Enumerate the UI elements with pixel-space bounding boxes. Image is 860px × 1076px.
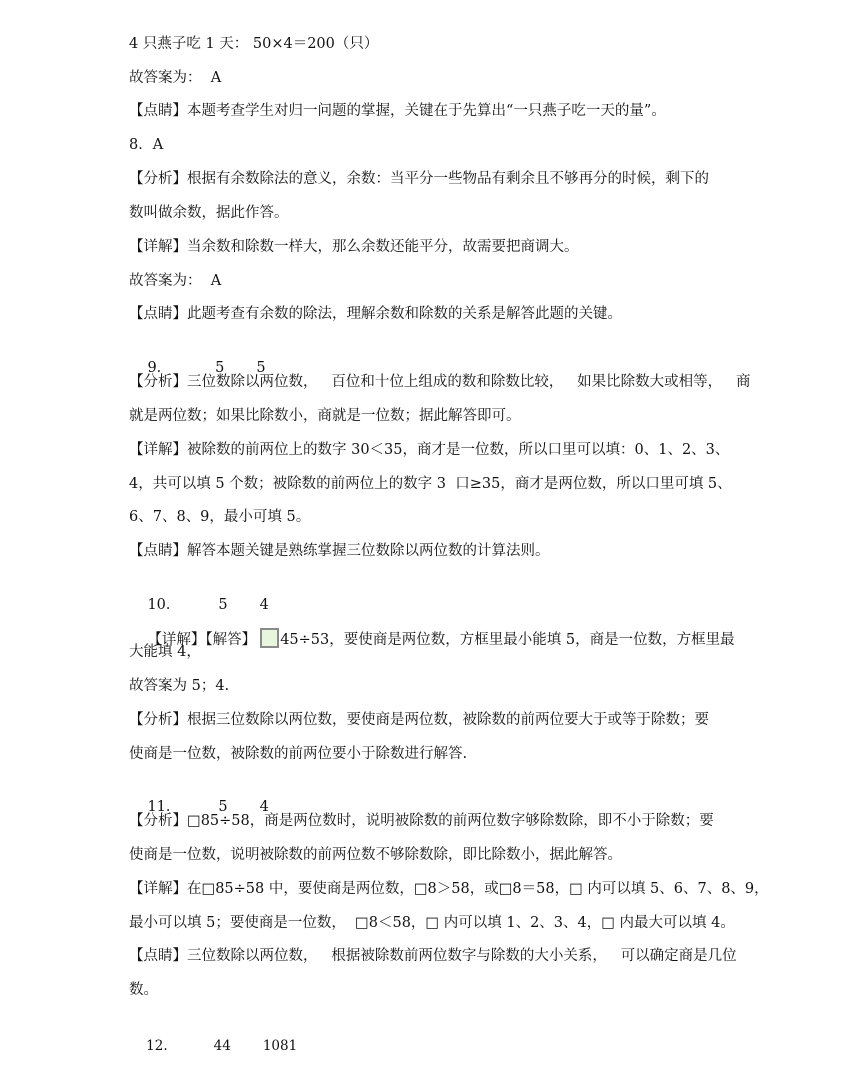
question-header xyxy=(129,1016,297,1076)
comment-line: 【点睛】解答本题关键是熟练掌握三位数除以两位数的计算法则。 xyxy=(129,543,550,559)
analysis-line: 【分析】根据三位数除以两位数，要使商是两位数，被除数的前两位要大于或等于除数；要 xyxy=(129,712,709,728)
blank-answer: 4 xyxy=(259,799,269,815)
detail-text: 45÷53，要使商是两位数，方框里最小能填 5，商是一位数，方框里最 xyxy=(280,632,735,648)
analysis-line: 【分析】三位数除以两位数， 百位和十位上组成的数和除数比较， 如果比除数大或相等， 商 xyxy=(129,374,751,390)
comment-line: 【点睛】本题考查学生对归一问题的掌握，关键在于先算出“一只燕子吃一天的量”。 xyxy=(129,103,666,119)
question-number: 11． xyxy=(147,799,181,815)
detail-line: 最小可以填 5；要使商是一位数， □8＜58，□ 内可以填 1、2、3、4，□ 内最大可以填 4。 xyxy=(129,915,735,931)
detail-line: 【详解】被除数的前两位上的数字 30＜35，商才是一位数，所以口里可以填：0、1、2、3、 xyxy=(129,442,730,458)
detail-line: 大能填 4， xyxy=(129,644,201,660)
blank-answer: 5 xyxy=(256,360,266,376)
detail-line: 6、7、8、9，最小可填 5。 xyxy=(129,509,311,525)
blank-answer: 4 xyxy=(259,597,269,613)
detail-label: 【详解】【解答】 xyxy=(147,632,257,648)
question-number: 9． xyxy=(147,360,172,376)
question-number: 8．A xyxy=(129,137,164,153)
question-number: 10． xyxy=(147,597,181,613)
comment-line: 【点睛】三位数除以两位数， 根据被除数前两位数字与除数的大小关系， 可以确定商是几位 xyxy=(129,948,737,964)
blank-answer: 44 xyxy=(213,1038,231,1054)
detail-line xyxy=(129,608,735,670)
blank-answer: 1081 xyxy=(262,1038,298,1054)
analysis-line: 使商是一位数，说明被除数的前两位数不够除数除，即比除数小，据此解答。 xyxy=(129,847,622,863)
answer-box xyxy=(260,628,279,648)
analysis-line: 【分析】根据有余数除法的意义，余数：当平分一些物品有剩余且不够再分的时候，剩下的 xyxy=(129,171,709,187)
blank-answer: 5 xyxy=(218,597,228,613)
answer-line: 故答案为： A xyxy=(129,70,222,86)
answer-line: 故答案为： A xyxy=(129,273,222,289)
comment-line: 数。 xyxy=(129,982,158,998)
analysis-line: 就是两位数；如果比除数小，商就是一位数；据此解答即可。 xyxy=(129,408,521,424)
analysis-line: 【分析】□85÷58，商是两位数时，说明被除数的前两位数字够除数除，即不小于除数；要 xyxy=(129,813,714,829)
detail-line: 【详解】在□85÷58 中，要使商是两位数，□8＞58，或□8＝58，□ 内可以填 5、6、7、8、9， xyxy=(129,881,769,897)
detail-line: 4，共可以填 5 个数；被除数的前两位上的数字 3 口≥35，商才是两位数，所以口里可填 5、 xyxy=(129,476,732,492)
analysis-line: 使商是一位数，被除数的前两位要小于除数进行解答. xyxy=(129,746,468,762)
blank-answer: 5 xyxy=(215,360,225,376)
blank-answer: 5 xyxy=(218,799,228,815)
detail-line: 【详解】当余数和除数一样大，那么余数还能平分，故需要把商调大。 xyxy=(129,239,579,255)
comment-line: 【点睛】此题考查有余数的除法，理解余数和除数的关系是解答此题的关键。 xyxy=(129,306,622,322)
answer-line: 故答案为 5；4. xyxy=(129,678,230,694)
analysis-line: 数叫做余数，据此作答。 xyxy=(129,205,289,221)
text-line: 4 只燕子吃 1 天： 50×4＝200（只） xyxy=(129,36,379,52)
question-number: 12. xyxy=(146,1038,168,1054)
